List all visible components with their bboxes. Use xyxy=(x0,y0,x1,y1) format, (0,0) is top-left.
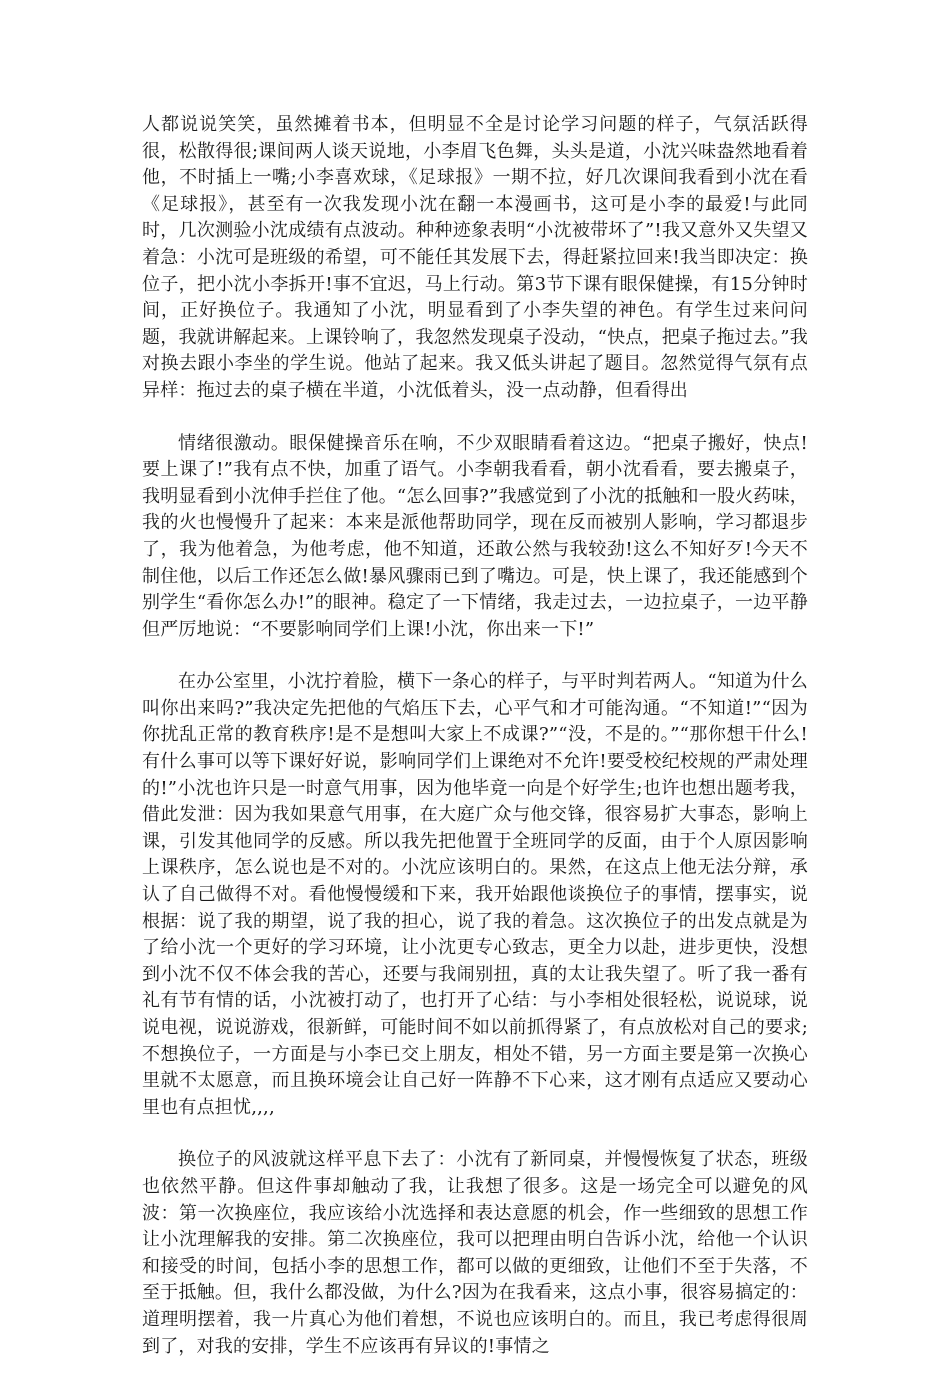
paragraph-2: 情绪很激动。眼保健操音乐在响，不少双眼睛看着这边。“把桌子搬好，快点!要上课了!”我有点不快，加重了语气。小李朝我看看，朝小沈看看，要去搬桌子，我明显看到小沈伸手拦住了他。“怎么回事?”我感觉到了小沈的抵触和一股火药味，我的火也慢慢升了起来：本来是派他帮助同学，现在反而被别人影响，学习都退步了，我为他着急，为他考虑，他不知道，还敢公然与我较劲!这么不知好歹!今天不制住他，以后工作还怎么做!暴风骤雨已到了嘴边。可是，快上课了，我还能感到个别学生“看你怎么办!”的眼神。稳定了一下情绪，我走过去，一边拉桌子，一边平静但严厉地说：“不要影响同学们上课!小沈，你出来一下!” xyxy=(142,432,808,640)
paragraph-4: 换位子的风波就这样平息下去了：小沈有了新同桌，并慢慢恢复了状态，班级也依然平静。但这件事却触动了我，让我想了很多。这是一场完全可以避免的风波：第一次换座位，我应该给小沈选择和表达意愿的机会，作一些细致的思想工作让小沈理解我的安排。第二次换座位，我可以把理由明白告诉小沈，给他一个认识和接受的时间，包括小李的思想工作，都可以做的更细致，让他们不至于失落，不至于抵触。但，我什么都没做，为什么?因为在我看来，这点小事，很容易搞定的：道理明摆着，我一片真心为他们着想，不说也应该明白的。而且，我已考虑得很周到了，对我的安排，学生不应该再有异议的!事情之 xyxy=(142,1149,808,1357)
document-page xyxy=(142,112,808,1386)
paragraph-1: 人都说说笑笑，虽然摊着书本，但明显不全是讨论学习问题的样子，气氛活跃得很，松散得很;课间两人谈天说地，小李眉飞色舞，头头是道，小沈兴味盎然地看着他，不时插上一嘴;小李喜欢球，《足球报》一期不拉，好几次课间我看到小沈在看《足球报》，甚至有一次我发现小沈在翻一本漫画书，这可是小李的最爱!与此同时，几次测验小沈成绩有点波动。种种迹象表明“小沈被带坏了”!我又意外又失望又着急：小沈可是班级的希望，可不能任其发展下去，得赶紧拉回来!我当即决定：换位子，把小沈小李拆开!事不宜迟，马上行动。第3节下课有眼保健操，有15分钟时间，正好换位子。我通知了小沈，明显看到了小李失望的神色。有学生过来问问题，我就讲解起来。上课铃响了，我忽然发现桌子没动，“快点，把桌子拖过去。”我对换去跟小李坐的学生说。他站了起来。我又低头讲起了题目。忽然觉得气氛有点异样：拖过去的桌子横在半道，小沈低着头，没一点动静，但看得出 xyxy=(142,114,808,401)
paragraph-3: 在办公室里，小沈拧着脸，横下一条心的样子，与平时判若两人。“知道为什么叫你出来吗?”我决定先把他的气焰压下去，心平气和才可能沟通。“不知道!”“因为你扰乱正常的教育秩序!是不是想叫大家上不成课?”“没，不是的。”“那你想干什么!有什么事可以等下课好好说，影响同学们上课绝对不允许!要受校纪校规的严肃处理的!”小沈也许只是一时意气用事，因为他毕竟一向是个好学生;也许也想出题考我，借此发泄：因为我如果意气用事，在大庭广众与他交锋，很容易扩大事态，影响上课，引发其他同学的反感。所以我先把他置于全班同学的反面，由于个人原因影响上课秩序，怎么说也是不对的。小沈应该明白的。果然，在这点上他无法分辩，承认了自己做得不对。看他慢慢缓和下来，我开始跟他谈换位子的事情，摆事实，说根据：说了我的期望，说了我的担心，说了我的着急。这次换位子的出发点就是为了给小沈一个更好的学习环境，让小沈更专心致志，更全力以赴，进步更快，没想到小沈不仅不体会我的苦心，还要与我闹别扭，真的太让我失望了。听了我一番有礼有节有情的话，小沈被打动了，也打开了心结：与小李相处很轻松，说说球，说说电视，说说游戏，很新鲜，可能时间不如以前抓得紧了，有点放松对自己的要求;不想换位子，一方面是与小李已交上朋友，相处不错，另一方面主要是第一次换心里就不太愿意，而且换环境会让自己好一阵静不下心来，这才刚有点适应又要动心里也有点担忧,,,, xyxy=(142,671,808,1118)
